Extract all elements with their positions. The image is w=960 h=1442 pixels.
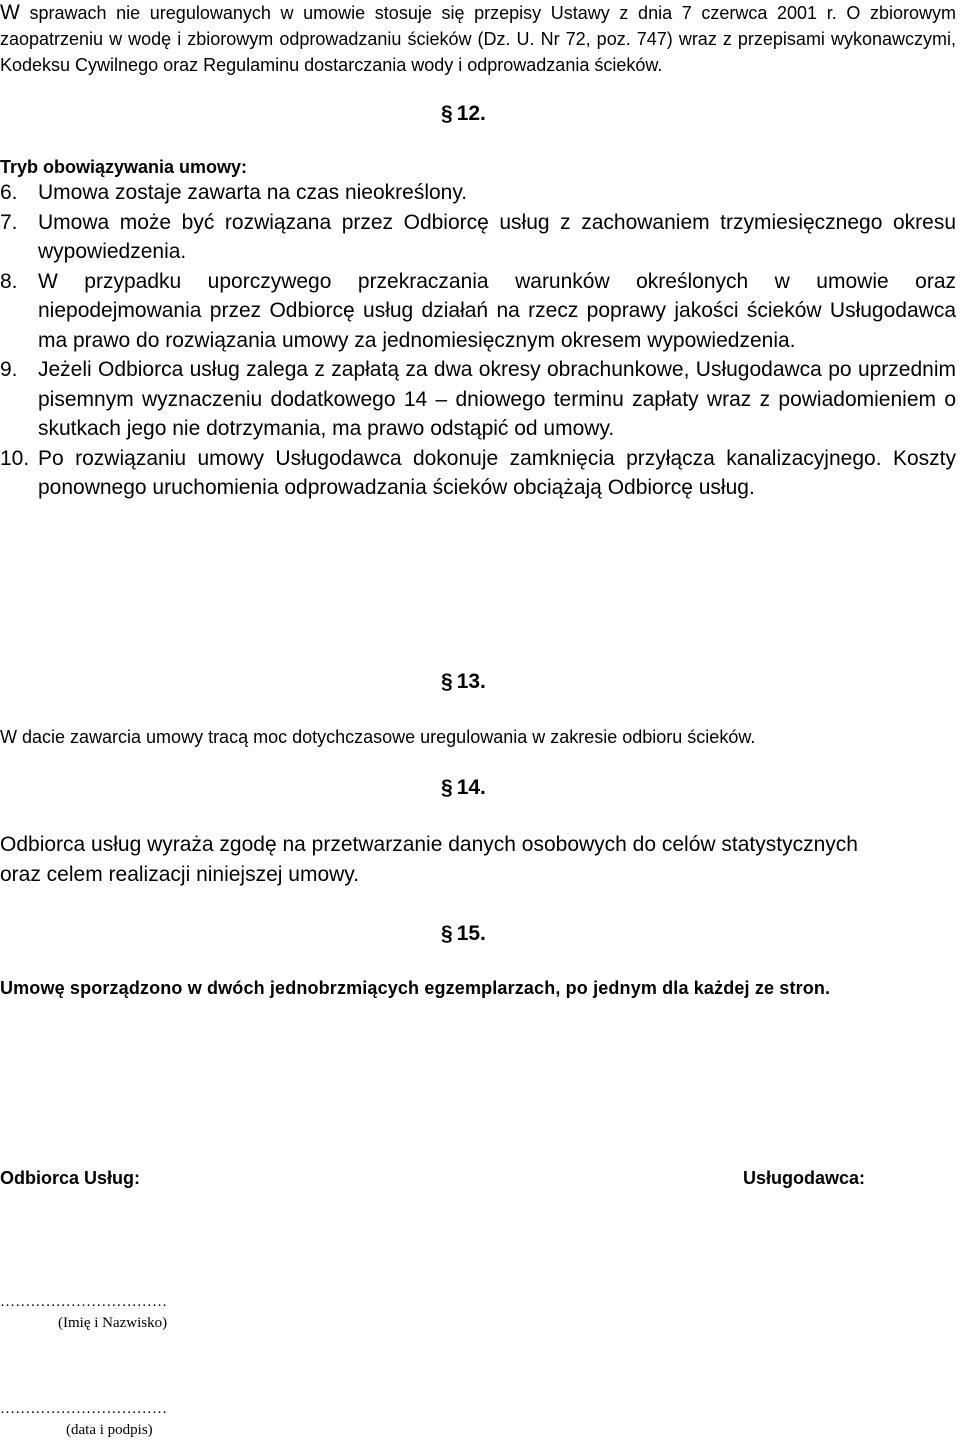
list-item-number: 7. [0,210,18,234]
section-14-heading [441,775,486,801]
date-signature-dotted-line: …………………………… [0,1401,168,1417]
section-15-heading [441,921,486,947]
provider-signature-label: Usługodawca: [743,1168,866,1188]
tryb-label: Tryb obowiązywania umowy: [0,157,248,177]
name-dotted-line: …………………………… [0,1294,168,1310]
section-number: 15. [456,922,486,945]
section-symbol: § [441,776,453,799]
date-signature-caption: (data i podpis) [66,1422,153,1438]
list-item-text: Umowa zostaje zawarta na czas nieokreślony. [38,181,468,204]
list-item-number: 10. [0,446,30,470]
section-number: 14. [456,776,486,799]
list-item [0,178,956,208]
recipient-signature-label: Odbiorca Usług: [0,1168,141,1188]
intro-paragraph [0,0,956,78]
name-caption: (Imię i Nazwisko) [58,1315,168,1331]
termination-list [0,178,956,503]
section-symbol: § [441,922,453,945]
list-item-text: Jeżeli Odbiorca usług zalega z zapłatą za dwa okresy obrachunkowe, Usługodawca po uprzednim pisemnym wyznaczeniu dodatkowego 14 – dniowego terminu zapłaty wraz z powiadomieniem o skutkach jego nie dotrzymania, ma prawo odstąpić od umowy. [38,358,956,440]
list-item [0,444,956,503]
list-item-text: Po rozwiązaniu umowy Usługodawca dokonuje zamknięcia przyłącza kanalizacyjnego. Koszty ponownego uruchomienia odprowadzania ścieków obciążają Odbiorcę usług. [38,446,956,499]
section-14-text: Odbiorca usług wyraża zgodę na przetwarzanie danych osobowych do celów statystycznych oraz celem realizacji niniejszej umowy. [0,833,858,886]
list-item-text: W przypadku uporczywego przekraczania warunków określonych w umowie oraz niepodejmowania przez Odbiorcę usług działań na rzecz poprawy jakości ścieków Usługodawca ma prawo do rozwiązania umowy za jednomiesięcznym okresem wypowiedzenia. [38,269,956,352]
section-15-text: Umowę sporządzono w dwóch jednobrzmiących egzemplarzach, po jednym dla każdej ze stron. [0,978,831,998]
list-item-number: 8. [0,269,18,293]
list-item-text: Umowa może być rozwiązana przez Odbiorcę usług z zachowaniem trzymiesięcznego okresu wypowiedzenia. [38,210,956,263]
section-symbol: § [441,670,453,693]
list-item-number: 6. [0,181,18,204]
list-item [0,267,956,356]
intro-text: sprawach nie uregulowanych w umowie stosuje się przepisy Ustawy z dnia 7 czerwca 2001 r. O zbiorowym zaopatrzeniu w wodę i zbiorowym odprowadzaniu ścieków (Dz. U. Nr 72, poz. 747) wraz z przepisami wykonawczymi, Kodeksu Cywilnego oraz Regulaminu dostarczania wody i odprowadzania ścieków. [0,3,956,75]
list-item [0,355,956,444]
section-13-text: W dacie zawarcia umowy tracą moc dotychczasowe uregulowania w zakresie odbioru ścieków. [0,727,756,747]
section-number: 13. [456,670,486,693]
intro-first-letter: W [0,1,20,24]
section-13-heading [441,669,486,695]
section-symbol: § [441,102,453,125]
section-12-heading [441,101,486,127]
list-item [0,208,956,267]
list-item-number: 9. [0,358,18,381]
section-number: 12. [456,102,486,125]
